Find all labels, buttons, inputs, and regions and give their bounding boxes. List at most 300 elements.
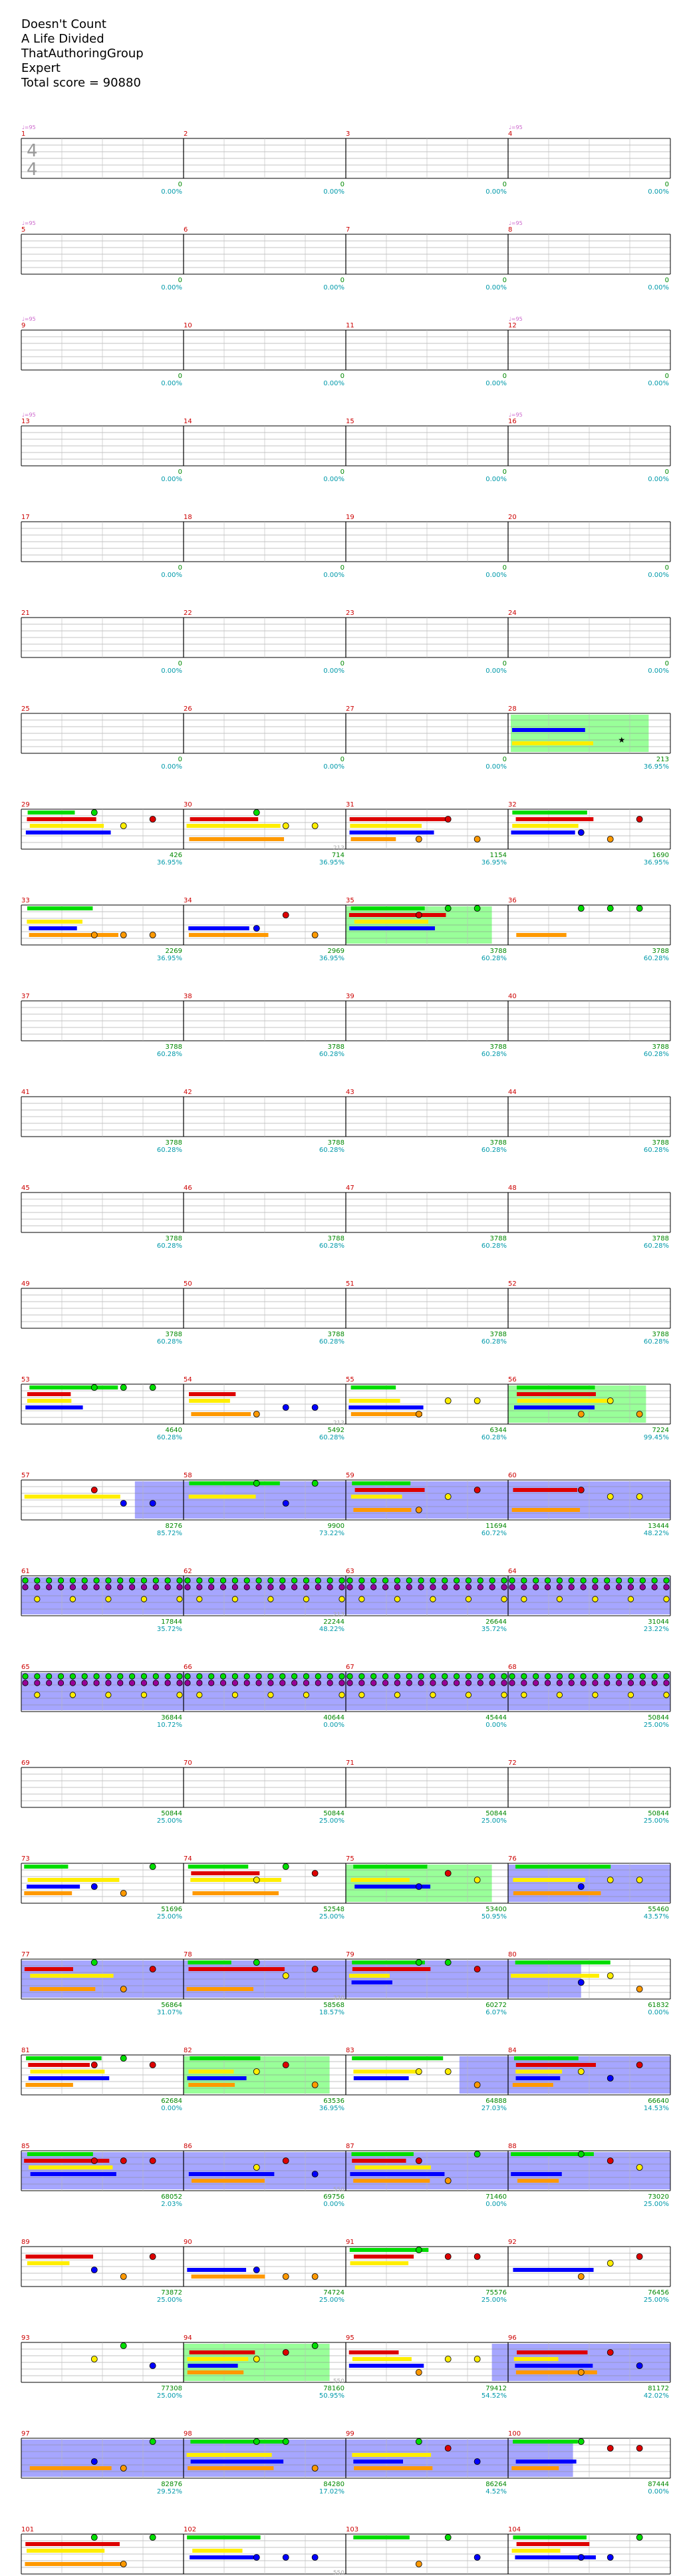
note-gem	[416, 1411, 422, 1417]
measure-number: 102	[184, 2526, 197, 2533]
note-gem	[533, 1680, 538, 1686]
sustain-blue	[189, 2172, 275, 2176]
measure-percent: 31.07%	[156, 2009, 182, 2016]
measure-percent: 60.28%	[156, 1051, 182, 1058]
note-gem	[197, 1692, 202, 1698]
sustain-yellow	[512, 2549, 561, 2553]
note-gem	[406, 1584, 412, 1590]
note-gem	[382, 1680, 388, 1686]
note-gem	[118, 1674, 123, 1679]
measure-number: 59	[346, 1472, 354, 1479]
note-gem	[165, 1578, 170, 1583]
sustain-yellow	[187, 2453, 272, 2457]
sustain-blue	[348, 1405, 423, 1409]
note-gem	[185, 1578, 190, 1583]
note-gem	[521, 1692, 527, 1698]
sustain-red	[25, 2542, 120, 2546]
note-gem	[70, 1596, 75, 1602]
note-gem	[253, 2267, 259, 2273]
sustain-yellow	[30, 1974, 113, 1978]
note-gem	[82, 1584, 87, 1590]
measure-number: 48	[508, 1185, 517, 1192]
measure-number: 104	[508, 2526, 521, 2533]
sustain-blue	[516, 2076, 561, 2080]
note-gem	[197, 1680, 202, 1686]
note-gem	[339, 1596, 344, 1602]
note-gem	[521, 1674, 527, 1679]
note-gem	[474, 2459, 480, 2465]
note-gem	[370, 1578, 376, 1583]
sustain-blue	[353, 2460, 403, 2464]
note-gem	[46, 1680, 51, 1686]
measure-number: 7	[346, 226, 350, 234]
sustain-red	[517, 2350, 587, 2354]
note-gem	[91, 2062, 97, 2068]
measure-score: 51696	[161, 1906, 182, 1913]
sustain-yellow	[350, 824, 422, 828]
note-gem	[445, 1960, 451, 1966]
note-gem	[106, 1692, 111, 1698]
measure-percent: 0.00%	[485, 380, 507, 387]
sustain-green	[188, 1960, 231, 1964]
measure-number: 62	[184, 1568, 192, 1575]
sustain-orange	[29, 933, 118, 937]
note-gem	[454, 1680, 459, 1686]
note-gem	[581, 1578, 586, 1583]
sustain-red	[27, 817, 96, 821]
note-gem	[533, 1584, 538, 1590]
measure-number: 39	[346, 993, 354, 1000]
measure-number: 66	[184, 1664, 192, 1671]
note-gem	[129, 1584, 134, 1590]
note-gem	[150, 2535, 156, 2541]
measure-score: 0	[502, 468, 507, 476]
measure-score: 3788	[489, 1235, 507, 1242]
measure-number: 31	[346, 801, 354, 809]
note-gem	[232, 1674, 237, 1679]
note-gem	[185, 1584, 190, 1590]
note-gem	[46, 1578, 51, 1583]
note-gem	[545, 1578, 550, 1583]
sustain-blue	[349, 926, 435, 930]
measure-percent: 25.00%	[156, 1913, 182, 1921]
note-gem	[445, 2446, 451, 2452]
note-gem	[430, 1596, 436, 1602]
sp-label: 550	[333, 2187, 344, 2193]
note-gem	[616, 1674, 621, 1679]
measure-number: 65	[21, 1664, 30, 1671]
note-gem	[106, 1596, 111, 1602]
measure-score: 0	[178, 181, 182, 188]
measure-score: 0	[340, 181, 344, 188]
note-gem	[359, 1578, 364, 1583]
measure-percent: 0.00%	[648, 572, 669, 579]
note-gem	[445, 906, 451, 912]
note-gem	[253, 810, 259, 816]
measure-number: 91	[346, 2239, 354, 2246]
sustain-green	[27, 2152, 93, 2156]
measure-number: 82	[184, 2047, 192, 2054]
measure-percent: 0.00%	[161, 476, 182, 483]
sustain-green	[29, 1385, 118, 1389]
note-gem	[253, 2069, 259, 2075]
measure-score: 0	[340, 277, 344, 284]
measure-percent: 0.00%	[161, 284, 182, 291]
measure-percent: 0.00%	[323, 284, 344, 291]
note-gem	[416, 2069, 422, 2075]
sustain-blue	[349, 2364, 424, 2368]
note-gem	[509, 1680, 515, 1686]
note-gem	[418, 1680, 424, 1686]
note-gem	[578, 2151, 584, 2157]
measure-score: 1690	[652, 852, 669, 859]
sustain-orange	[192, 2179, 265, 2183]
note-gem	[557, 1692, 562, 1698]
measure-score: 3788	[327, 1139, 344, 1147]
measure-number: 18	[184, 514, 192, 521]
note-gem	[35, 1680, 40, 1686]
note-gem	[120, 2343, 126, 2349]
measure-score: 9900	[327, 1523, 344, 1530]
note-gem	[280, 1680, 285, 1686]
note-gem	[605, 1584, 610, 1590]
measure-number: 17	[21, 514, 30, 521]
sp-label: 550	[333, 2378, 344, 2385]
note-gem	[477, 1584, 483, 1590]
measure-percent: 60.28%	[643, 1051, 669, 1058]
note-gem	[370, 1680, 376, 1686]
note-gem	[291, 1578, 297, 1583]
note-gem	[141, 1692, 146, 1698]
note-gem	[605, 1578, 610, 1583]
note-gem	[283, 2062, 289, 2068]
note-gem	[120, 1986, 126, 1992]
measure-number: 47	[346, 1185, 354, 1192]
note-gem	[283, 1501, 289, 1507]
measure-number: 84	[508, 2047, 517, 2054]
measure-score: 84280	[323, 2481, 344, 2488]
note-gem	[489, 1680, 495, 1686]
note-gem	[120, 1891, 126, 1897]
note-gem	[416, 912, 422, 918]
note-gem	[430, 1692, 436, 1698]
note-gem	[220, 1578, 225, 1583]
note-gem	[474, 836, 480, 842]
sustain-yellow	[511, 1974, 599, 1978]
note-gem	[347, 1674, 352, 1679]
note-gem	[466, 1674, 471, 1679]
note-gem	[91, 1487, 97, 1493]
measure-number: 61	[21, 1568, 30, 1575]
note-gem	[118, 1584, 123, 1590]
note-gem	[569, 1680, 574, 1686]
note-gem	[291, 1674, 297, 1679]
measure-number: 29	[21, 801, 30, 809]
measure-percent: 27.03%	[481, 2105, 507, 2112]
note-gem	[578, 2069, 584, 2075]
sustain-yellow	[349, 1974, 390, 1978]
sustain-blue	[190, 2555, 253, 2559]
tempo-marker: ♩=95	[22, 220, 36, 226]
sustain-yellow	[187, 824, 281, 828]
note-gem	[232, 1596, 237, 1602]
note-gem	[382, 1578, 388, 1583]
note-gem	[607, 2076, 613, 2082]
note-gem	[23, 1674, 28, 1679]
measure-percent: 6.07%	[485, 2009, 507, 2016]
sustain-blue	[26, 830, 111, 834]
note-gem	[416, 2439, 422, 2445]
note-gem	[489, 1578, 495, 1583]
measure-number: 1	[21, 130, 26, 138]
note-gem	[605, 1674, 610, 1679]
note-gem	[141, 1674, 146, 1679]
note-gem	[312, 1966, 318, 1972]
note-gem	[208, 1674, 213, 1679]
measure-percent: 0.00%	[323, 188, 344, 196]
sustain-yellow	[30, 824, 104, 828]
measure-number: 42	[184, 1089, 192, 1096]
measure-number: 79	[346, 1951, 354, 1958]
note-gem	[283, 2439, 289, 2445]
note-gem	[445, 1398, 451, 1404]
note-gem	[636, 2254, 642, 2260]
measure-score: 63536	[323, 2098, 344, 2105]
sustain-green	[351, 2152, 413, 2156]
measure-percent: 25.00%	[643, 2201, 669, 2208]
measure-score: 426	[169, 852, 182, 859]
measure-score: 79412	[485, 2385, 507, 2392]
measure-percent: 0.00%	[161, 667, 182, 675]
sustain-green	[517, 1385, 595, 1389]
note-gem	[150, 2439, 156, 2445]
note-gem	[593, 1596, 598, 1602]
note-gem	[557, 1584, 562, 1590]
note-gem	[578, 1884, 584, 1890]
measure-score: 86264	[485, 2481, 507, 2488]
note-gem	[501, 1596, 507, 1602]
measure-score: 3788	[327, 1331, 344, 1338]
note-gem	[35, 1674, 40, 1679]
note-gem	[652, 1584, 657, 1590]
measure-number: 38	[184, 993, 192, 1000]
note-gem	[339, 1584, 344, 1590]
note-gem	[521, 1680, 527, 1686]
note-gem	[636, 817, 642, 823]
note-gem	[283, 1405, 289, 1411]
note-gem	[268, 1692, 273, 1698]
measure-score: 7224	[652, 1427, 669, 1434]
note-gem	[327, 1578, 333, 1583]
note-gem	[91, 1884, 97, 1890]
time-signature-top: 4	[27, 141, 38, 161]
note-gem	[416, 2370, 422, 2376]
sustain-green	[353, 1865, 427, 1869]
measure-percent: 60.28%	[319, 1242, 344, 1250]
measure-percent: 50.95%	[481, 1913, 507, 1921]
note-gem	[244, 1584, 249, 1590]
note-gem	[593, 1584, 598, 1590]
note-gem	[616, 1578, 621, 1583]
note-gem	[442, 1584, 448, 1590]
sustain-yellow	[351, 1495, 402, 1499]
sustain-blue	[25, 1405, 82, 1409]
note-gem	[268, 1680, 273, 1686]
tempo-marker: ♩=95	[509, 124, 523, 130]
note-gem	[652, 1674, 657, 1679]
note-gem	[312, 2274, 318, 2280]
note-gem	[283, 2555, 289, 2561]
note-gem	[593, 1674, 598, 1679]
note-gem	[545, 1674, 550, 1679]
sustain-green	[513, 2440, 578, 2444]
note-gem	[312, 1405, 318, 1411]
note-gem	[91, 810, 97, 816]
measure-number: 33	[21, 897, 30, 904]
note-gem	[430, 1584, 436, 1590]
note-gem	[347, 1680, 352, 1686]
measure-number: 3	[346, 130, 350, 138]
measure-score: 0	[664, 277, 669, 284]
sustain-red	[352, 2159, 406, 2163]
song-charter: ThatAuthoringGroup	[21, 47, 144, 61]
measure-percent: 25.00%	[156, 2392, 182, 2400]
measure-percent: 0.00%	[323, 667, 344, 675]
note-gem	[636, 1411, 642, 1417]
measure-number: 86	[184, 2143, 192, 2150]
measure-score: 13444	[648, 1523, 669, 1530]
measure-score: 81172	[648, 2385, 669, 2392]
measure-score: 50844	[323, 1810, 344, 1817]
note-gem	[359, 1584, 364, 1590]
note-gem	[347, 1578, 352, 1583]
sustain-red	[189, 1392, 235, 1396]
measure-percent: 36.95%	[156, 859, 182, 866]
note-gem	[312, 2466, 318, 2472]
note-gem	[445, 2178, 451, 2184]
note-gem	[283, 1864, 289, 1870]
note-gem	[416, 836, 422, 842]
sustain-orange	[25, 2562, 120, 2566]
tempo-marker: ♩=95	[509, 412, 523, 418]
measure-percent: 0.00%	[648, 476, 669, 483]
measure-number: 92	[508, 2239, 517, 2246]
sustain-green	[515, 1865, 611, 1869]
note-gem	[150, 2062, 156, 2068]
measure-percent: 60.28%	[156, 1242, 182, 1250]
measure-number: 80	[508, 1951, 517, 1958]
measure-percent: 48.22%	[643, 1530, 669, 1537]
measure-number: 46	[184, 1185, 192, 1192]
note-gem	[607, 2158, 613, 2164]
note-gem	[607, 1973, 613, 1979]
measure-score: 61832	[648, 2002, 669, 2009]
note-gem	[664, 1680, 669, 1686]
note-gem	[70, 1692, 75, 1698]
measure-percent: 0.00%	[161, 380, 182, 387]
note-gem	[636, 2363, 642, 2369]
measure-score: 3788	[489, 1331, 507, 1338]
note-gem	[416, 1507, 422, 1513]
note-gem	[106, 1680, 111, 1686]
measure-score: 52548	[323, 1906, 344, 1913]
sustain-yellow	[517, 1399, 609, 1403]
note-gem	[406, 1674, 412, 1679]
note-gem	[557, 1680, 562, 1686]
note-gem	[220, 1680, 225, 1686]
measure-number: 100	[508, 2430, 521, 2438]
sustain-green	[351, 906, 425, 910]
note-gem	[120, 1501, 126, 1507]
note-gem	[370, 1674, 376, 1679]
note-gem	[557, 1578, 562, 1583]
measure-percent: 60.28%	[481, 955, 507, 962]
note-gem	[430, 1578, 436, 1583]
note-gem	[581, 1680, 586, 1686]
sustain-blue	[354, 2076, 409, 2080]
note-gem	[454, 1578, 459, 1583]
measure-score: 11694	[485, 1523, 507, 1530]
sustain-orange	[351, 837, 396, 841]
note-gem	[106, 1578, 111, 1583]
note-gem	[607, 906, 613, 912]
note-gem	[664, 1584, 669, 1590]
note-gem	[94, 1584, 99, 1590]
measure-number: 26	[184, 705, 192, 713]
note-gem	[253, 2439, 259, 2445]
measure-number: 9	[21, 322, 26, 329]
measure-score: 4640	[165, 1427, 182, 1434]
measure-number: 53	[21, 1376, 30, 1383]
note-gem	[256, 1680, 261, 1686]
measure-number: 64	[508, 1568, 517, 1575]
measure-percent: 17.02%	[319, 2488, 344, 2495]
sustain-orange	[192, 2275, 265, 2279]
measure-percent: 25.00%	[481, 1817, 507, 1825]
measure-number: 30	[184, 801, 192, 809]
note-gem	[569, 1578, 574, 1583]
measure-number: 60	[508, 1472, 517, 1479]
note-gem	[628, 1578, 633, 1583]
note-gem	[664, 1596, 669, 1602]
measure-percent: 99.45%	[643, 1434, 669, 1441]
sustain-blue	[191, 2460, 283, 2464]
sustain-yellow	[27, 920, 82, 924]
sustain-red	[191, 1871, 259, 1875]
measure-percent: 60.28%	[319, 1338, 344, 1346]
measure-score: 0	[340, 564, 344, 572]
sustain-blue	[352, 1980, 392, 1984]
note-gem	[82, 1674, 87, 1679]
measure-number: 15	[346, 418, 354, 425]
measure-percent: 60.28%	[481, 1242, 507, 1250]
note-gem	[70, 1578, 75, 1583]
note-gem	[394, 1596, 400, 1602]
measure-score: 3788	[652, 1235, 669, 1242]
measure-number: 99	[346, 2430, 354, 2438]
measure-number: 45	[21, 1185, 30, 1192]
star-note: ★	[618, 735, 626, 745]
sustain-yellow	[27, 2261, 70, 2265]
measure-percent: 50.95%	[319, 2392, 344, 2400]
sustain-green	[24, 1865, 68, 1869]
note-gem	[466, 1680, 471, 1686]
note-gem	[418, 1674, 424, 1679]
measure-number: 13	[21, 418, 30, 425]
note-gem	[177, 1692, 182, 1698]
note-gem	[569, 1584, 574, 1590]
note-gem	[607, 836, 613, 842]
